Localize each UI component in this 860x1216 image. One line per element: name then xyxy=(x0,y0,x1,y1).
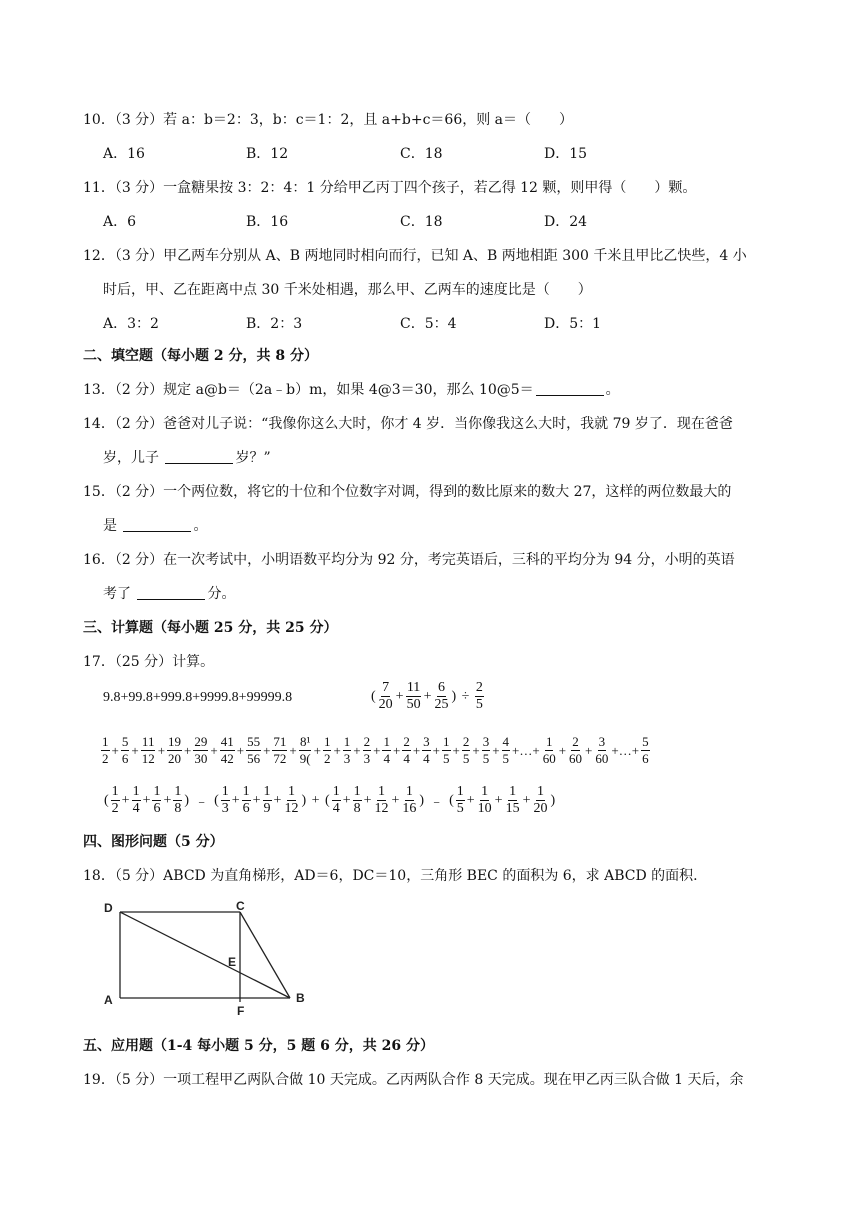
expression-2 xyxy=(370,680,485,713)
plus: + xyxy=(412,742,421,758)
fraction xyxy=(221,784,230,817)
numerator: 1 xyxy=(343,734,351,749)
numerator: 1 xyxy=(287,784,295,799)
plus: + xyxy=(395,688,404,704)
fraction xyxy=(433,680,449,713)
question-13 xyxy=(83,380,620,400)
plus: + xyxy=(184,742,192,758)
fraction xyxy=(111,784,120,817)
fraction xyxy=(422,734,431,767)
plus: + xyxy=(363,792,372,808)
denominator: 8 xyxy=(353,801,361,816)
fraction xyxy=(456,784,465,817)
plus: + xyxy=(466,792,475,808)
numerator: 1 xyxy=(323,734,331,749)
denominator: 4 xyxy=(403,751,410,766)
denominator: 10 xyxy=(477,801,492,816)
fraction xyxy=(406,680,422,713)
numerator: 1 xyxy=(383,734,390,749)
numerator: 1 xyxy=(102,734,109,749)
plus: + xyxy=(353,742,361,758)
numerator: 11 xyxy=(141,734,155,749)
numerator: 11 xyxy=(406,680,421,695)
ellipsis: +…+ xyxy=(512,742,540,758)
plus: + xyxy=(210,742,218,758)
plus: + xyxy=(585,742,593,758)
denominator: 20 xyxy=(533,801,548,816)
numerator: 19 xyxy=(168,734,182,749)
denominator: 5 xyxy=(475,697,483,712)
numerator: 1 xyxy=(332,784,340,799)
label-c: C xyxy=(236,899,245,913)
denominator: 2 xyxy=(111,801,119,816)
fraction xyxy=(482,734,491,767)
group-sign: + xyxy=(308,792,324,808)
numerator: 7 xyxy=(382,680,390,695)
denominator: 5 xyxy=(482,751,490,766)
fraction xyxy=(101,734,110,767)
question-12-stem-line1: 12．（3 分）甲乙两车分别从 A、B 两地同时相向而行，已知 A、B 两地相距 300 千米且甲比乙快些，4 小 xyxy=(83,248,747,264)
denominator: 25 xyxy=(434,697,449,712)
question-18: 18．（5 分）ABCD 为直角梯形，AD＝6，DC＝10，三角形 BEC 的面积为 6，求 ABCD 的面积. xyxy=(83,868,698,884)
numerator: 1 xyxy=(353,784,361,799)
plus: + xyxy=(452,742,460,758)
numerator: 1 xyxy=(263,784,271,799)
fraction xyxy=(220,734,235,767)
expression-3 xyxy=(100,734,651,767)
fraction xyxy=(299,734,312,767)
plus: + xyxy=(423,688,432,704)
denominator: 56 xyxy=(247,751,261,766)
numerator: 4 xyxy=(502,734,510,749)
denominator: 42 xyxy=(220,751,234,766)
q12-option-d: D．5：1 xyxy=(544,316,602,332)
plus: + xyxy=(392,742,401,758)
numerator: 1 xyxy=(132,784,140,799)
ellipsis: +…+ xyxy=(611,742,640,758)
fraction xyxy=(167,734,182,767)
fraction xyxy=(152,784,161,817)
plus: + xyxy=(494,792,503,808)
q12-option-c: C．5：4 xyxy=(400,316,457,332)
question-19: 19．（5 分）一项工程甲乙两队合做 10 天完成。乙丙两队合作 8 天完成。现在甲乙丙三队合做 1 天后，余 xyxy=(83,1072,744,1088)
label-a: A xyxy=(104,993,113,1007)
fraction xyxy=(475,680,484,713)
numerator: 1 xyxy=(405,784,413,799)
fraction xyxy=(246,734,261,767)
question-15-line2 xyxy=(103,516,207,536)
plus: + xyxy=(273,792,282,808)
numerator: 1 xyxy=(221,784,229,799)
denominator: 6 xyxy=(642,751,649,766)
paren: ) xyxy=(301,792,307,808)
denominator: 6 xyxy=(242,801,250,816)
numerator: 8¹ xyxy=(299,734,311,749)
numerator: 1 xyxy=(153,784,161,799)
group-sign: ﹣ xyxy=(191,794,213,810)
numerator: 1 xyxy=(378,784,386,799)
denominator: 16 xyxy=(402,801,417,816)
plus: + xyxy=(432,742,440,758)
section-application-heading: 五、应用题（1-4 每小题 5 分，5 题 6 分，共 26 分） xyxy=(83,1038,434,1054)
paren: ( xyxy=(104,792,109,808)
paren: ) xyxy=(184,792,190,808)
paren: ) xyxy=(419,792,425,808)
denominator: 3 xyxy=(363,751,371,766)
fraction xyxy=(402,734,411,767)
denominator: 8 xyxy=(174,801,182,816)
question-12-stem-line2: 时后，甲、乙在距离中点 30 千米处相遇，那么甲、乙两车的速度比是（ ） xyxy=(103,282,592,298)
fraction xyxy=(505,784,521,817)
numerator: 2 xyxy=(462,734,470,749)
plus: + xyxy=(391,792,400,808)
denominator: 9 xyxy=(263,801,271,816)
fraction xyxy=(542,734,557,767)
denominator: 20 xyxy=(378,697,393,712)
question-11-stem: 11．（3 分）一盒糖果按 3：2：4：1 分给甲乙丙丁四个孩子，若乙得 12 颗，则甲得（ ）颗。 xyxy=(83,180,697,196)
numerator: 6 xyxy=(437,680,445,695)
fraction xyxy=(401,784,417,817)
numerator: 1 xyxy=(536,784,544,799)
question-16-line1: 16．（2 分）在一次考试中，小明语数平均分为 92 分，考完英语后，三科的平均分为 94 分，小明的英语 xyxy=(83,552,735,568)
denominator: 60 xyxy=(542,751,556,766)
numerator: 5 xyxy=(121,734,129,749)
fraction xyxy=(323,734,332,767)
denominator: 30 xyxy=(194,751,208,766)
denominator: 6 xyxy=(153,801,161,816)
q14-text-b: 岁？” xyxy=(235,450,271,466)
q12-option-a: A．3：2 xyxy=(103,316,159,332)
denominator: 12 xyxy=(284,801,299,816)
numerator: 2 xyxy=(475,680,483,695)
numerator: 1 xyxy=(111,784,119,799)
numerator: 2 xyxy=(572,734,579,749)
fraction xyxy=(641,734,650,767)
numerator: 71 xyxy=(273,734,287,749)
numerator: 3 xyxy=(423,734,430,749)
denominator: 4 xyxy=(423,751,430,766)
expression-1: 9.8+99.8+999.8+9999.8+99999.8 xyxy=(103,690,293,705)
denominator: 2 xyxy=(323,751,331,766)
question-16-line2 xyxy=(103,584,235,604)
denominator: 9( xyxy=(299,751,311,766)
plus: + xyxy=(236,742,245,758)
q16-text-b: 分。 xyxy=(207,586,236,602)
section-fill-heading: 二、填空题（每小题 2 分，共 8 分） xyxy=(83,348,318,364)
numerator: 55 xyxy=(247,734,261,749)
denominator: 60 xyxy=(595,751,609,766)
paren: ( xyxy=(214,792,219,808)
fraction xyxy=(568,734,583,767)
numerator: 1 xyxy=(174,784,182,799)
denominator: 4 xyxy=(132,801,140,816)
q10-option-d: D．15 xyxy=(544,146,588,162)
denominator: 4 xyxy=(383,751,390,766)
q16-text-a: 考了 xyxy=(103,586,136,602)
numerator: 1 xyxy=(242,784,250,799)
fraction xyxy=(378,680,394,713)
plus: + xyxy=(289,742,297,758)
q10-option-b: B．12 xyxy=(246,146,289,162)
q11-option-a: A．6 xyxy=(103,214,137,230)
plus: + xyxy=(131,742,139,758)
denominator: 5 xyxy=(456,801,464,816)
denominator: 12 xyxy=(141,751,155,766)
numerator: 41 xyxy=(220,734,234,749)
q11-option-c: C．18 xyxy=(400,214,443,230)
q11-option-d: D．24 xyxy=(544,214,588,230)
numerator: 1 xyxy=(509,784,517,799)
plus: + xyxy=(121,792,130,808)
plus: + xyxy=(342,792,351,808)
fraction xyxy=(121,734,130,767)
numerator: 3 xyxy=(598,734,606,749)
q13-text: 13．（2 分）规定 a@b＝（2a﹣b）m，如果 4@3＝30，那么 10@5＝ xyxy=(83,382,534,398)
numerator: 1 xyxy=(443,734,450,749)
fraction xyxy=(193,734,208,767)
numerator: 2 xyxy=(363,734,371,749)
denominator: 5 xyxy=(502,751,510,766)
q15-text-b: 。 xyxy=(193,518,208,534)
divide: ÷ xyxy=(458,688,473,704)
trapezoid-figure xyxy=(100,898,320,1016)
plus: + xyxy=(373,742,381,758)
q15-text-a: 是 xyxy=(103,518,122,534)
denominator: 12 xyxy=(374,801,389,816)
plus: + xyxy=(522,792,531,808)
q10-option-c: C．18 xyxy=(400,146,443,162)
denominator: 5 xyxy=(443,751,450,766)
numerator: 1 xyxy=(456,784,464,799)
q11-option-b: B．16 xyxy=(246,214,289,230)
fraction xyxy=(594,734,609,767)
fraction xyxy=(173,784,182,817)
fraction xyxy=(332,784,341,817)
denominator: 50 xyxy=(406,697,421,712)
denominator: 6 xyxy=(121,751,129,766)
fraction xyxy=(353,784,362,817)
fraction xyxy=(382,734,391,767)
label-d: D xyxy=(104,901,113,915)
denominator: 60 xyxy=(569,751,583,766)
question-14-line2 xyxy=(103,448,271,468)
plus: + xyxy=(142,792,151,808)
fraction xyxy=(132,784,141,817)
q14-blank[interactable] xyxy=(165,449,233,464)
plus: + xyxy=(333,742,341,758)
fraction xyxy=(502,734,511,767)
q16-blank[interactable] xyxy=(137,585,205,600)
q15-blank[interactable] xyxy=(123,517,191,532)
numerator: 1 xyxy=(545,734,553,749)
numerator: 3 xyxy=(482,734,490,749)
fraction xyxy=(242,784,251,817)
label-f: F xyxy=(237,1004,245,1016)
paren: ) xyxy=(451,688,457,704)
denominator: 5 xyxy=(462,751,470,766)
q13-end: 。 xyxy=(605,382,620,398)
numerator: 2 xyxy=(403,734,410,749)
denominator: 2 xyxy=(102,751,109,766)
plus: + xyxy=(472,742,480,758)
section-geometry-heading: 四、图形问题（5 分） xyxy=(83,834,224,850)
fraction xyxy=(263,784,272,817)
fraction xyxy=(272,734,287,767)
denominator: 20 xyxy=(168,751,182,766)
paren: ) xyxy=(550,792,556,808)
paren: ( xyxy=(449,792,454,808)
expression-4 xyxy=(103,784,556,817)
fraction xyxy=(442,734,451,767)
section-calc-heading: 三、计算题（每小题 25 分，共 25 分） xyxy=(83,620,338,636)
plus: + xyxy=(163,792,172,808)
plus: + xyxy=(252,792,261,808)
question-10-stem: 10．（3 分）若 a：b＝2：3，b：c＝1：2，且 a+b+c＝66，则 a＝（ ） xyxy=(83,112,574,128)
fraction xyxy=(532,784,548,817)
label-b: B xyxy=(296,991,305,1005)
q12-option-b: B．2：3 xyxy=(246,316,303,332)
plus: + xyxy=(263,742,271,758)
denominator: 3 xyxy=(221,801,229,816)
fraction xyxy=(477,784,493,817)
numerator: 29 xyxy=(194,734,208,749)
numerator: 5 xyxy=(642,734,649,749)
fraction xyxy=(141,734,156,767)
plus: + xyxy=(111,742,119,758)
denominator: 15 xyxy=(505,801,520,816)
fraction xyxy=(462,734,471,767)
fraction xyxy=(343,734,352,767)
numerator: 1 xyxy=(481,784,489,799)
fraction xyxy=(374,784,390,817)
label-e: E xyxy=(228,955,237,969)
denominator: 3 xyxy=(343,751,351,766)
plus: + xyxy=(492,742,500,758)
group-sign: ﹣ xyxy=(426,794,448,810)
plus: + xyxy=(558,742,567,758)
fraction xyxy=(283,784,299,817)
paren: ( xyxy=(325,792,330,808)
q13-blank[interactable] xyxy=(536,381,604,396)
question-15-line1: 15．（2 分）一个两位数，将它的十位和个位数字对调，得到的数比原来的数大 27，这样的两位数最大的 xyxy=(83,484,732,500)
q14-text-a: 岁，儿子 xyxy=(103,450,164,466)
question-17: 17．（25 分）计算。 xyxy=(83,654,215,670)
denominator: 72 xyxy=(273,751,287,766)
question-14-line1: 14．（2 分）爸爸对儿子说：“我像你这么大时，你才 4 岁．当你像我这么大时，我就 79 岁了．现在爸爸 xyxy=(83,416,733,432)
plus: + xyxy=(313,742,321,758)
denominator: 4 xyxy=(332,801,340,816)
paren: ( xyxy=(371,688,376,704)
plus: + xyxy=(231,792,240,808)
plus: + xyxy=(157,742,166,758)
q10-option-a: A．16 xyxy=(103,146,145,162)
fraction xyxy=(363,734,372,767)
